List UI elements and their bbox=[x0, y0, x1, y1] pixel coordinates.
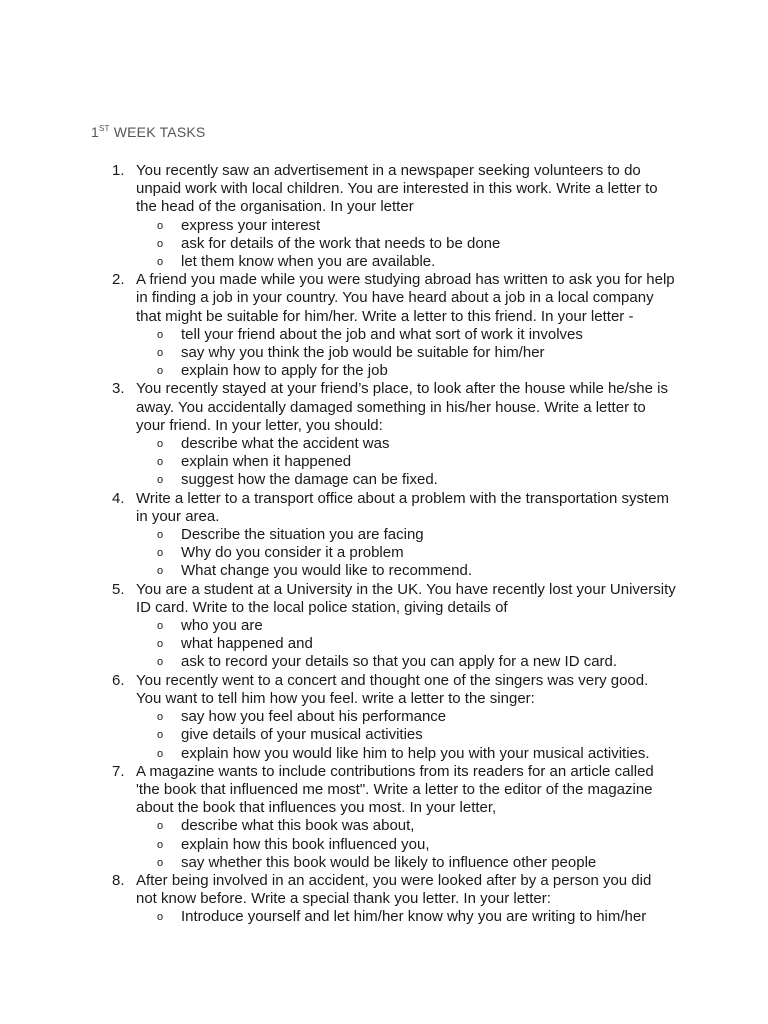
task-bullet-item bbox=[0, 635, 721, 653]
task-number: 6. bbox=[112, 671, 125, 689]
task-item-7 bbox=[0, 763, 676, 872]
bullet-text: give details of your musical activities bbox=[181, 726, 423, 744]
task-bullet-item bbox=[0, 471, 721, 489]
bullet-text: express your interest bbox=[181, 216, 321, 234]
task-bullet-item bbox=[0, 908, 721, 926]
task-bullet-item bbox=[0, 745, 721, 763]
bullet-circle-icon: o bbox=[157, 565, 164, 578]
bullet-text: suggest how the damage can be fixed. bbox=[181, 471, 438, 489]
task-item-4 bbox=[0, 490, 676, 581]
bullet-text: Introduce yourself and let him/her know why you are writing to him/her bbox=[181, 908, 647, 926]
task-text: After being involved in an accident, you were looked after by a person you did not know before. Write a special thank you letter. In your letter: bbox=[136, 871, 652, 908]
bullet-text: explain how this book influenced you, bbox=[181, 835, 430, 853]
task-bullet-item bbox=[0, 235, 721, 253]
task-text: You recently went to a concert and thought one of the singers was very good. You want to tell him how you feel. write a letter to the singer: bbox=[136, 671, 649, 707]
page-heading bbox=[91, 124, 205, 140]
bullet-circle-icon: o bbox=[157, 365, 164, 378]
task-text: Write a letter to a transport office about a problem with the transportation system in your area. bbox=[136, 489, 670, 525]
bullet-circle-icon: o bbox=[157, 328, 164, 341]
bullet-circle-icon: o bbox=[157, 219, 164, 232]
bullet-circle-icon: o bbox=[157, 638, 164, 651]
bullet-text: ask to record your details so that you can apply for a new ID card. bbox=[181, 653, 618, 671]
bullet-text: Why do you consider it a problem bbox=[181, 544, 404, 562]
bullet-text: What change you would like to recommend. bbox=[181, 562, 472, 580]
task-bullet-item bbox=[0, 544, 721, 562]
bullet-text: who you are bbox=[181, 617, 263, 635]
task-text: A friend you made while you were studying abroad has written to ask you for help in finding a job in your country. You have heard about a job in a local company that might be suitable for him/her. Write a letter to this friend. In your letter - bbox=[136, 271, 675, 325]
task-bullet-list bbox=[136, 435, 676, 490]
bullet-circle-icon: o bbox=[157, 547, 164, 560]
task-bullet-item bbox=[0, 344, 721, 362]
bullet-circle-icon: o bbox=[157, 856, 164, 869]
task-item-6 bbox=[0, 672, 676, 763]
task-text: You are a student at a University in the UK. You have recently lost your University ID card. Write to the local police station, giving details of bbox=[136, 580, 676, 616]
task-bullet-item bbox=[0, 526, 721, 544]
task-bullet-list bbox=[136, 908, 676, 926]
bullet-circle-icon: o bbox=[157, 711, 164, 724]
bullet-circle-icon: o bbox=[157, 747, 164, 760]
bullet-circle-icon: o bbox=[157, 656, 164, 669]
task-item-3 bbox=[0, 380, 676, 489]
task-bullet-item bbox=[0, 453, 721, 471]
task-number: 2. bbox=[112, 271, 125, 289]
task-bullet-item bbox=[0, 435, 721, 453]
task-bullet-item bbox=[0, 217, 721, 235]
bullet-text: describe what this book was about, bbox=[181, 817, 415, 835]
task-number: 8. bbox=[112, 871, 125, 889]
task-bullet-item bbox=[0, 253, 721, 271]
task-bullet-list bbox=[136, 617, 676, 672]
task-bullet-list bbox=[136, 708, 676, 763]
task-item-8 bbox=[0, 872, 676, 927]
bullet-circle-icon: o bbox=[157, 237, 164, 250]
bullet-circle-icon: o bbox=[157, 911, 164, 924]
task-item-1 bbox=[0, 162, 676, 271]
bullet-text: ask for details of the work that needs to be done bbox=[181, 234, 501, 252]
task-item-2 bbox=[0, 271, 676, 380]
bullet-text: say why you think the job would be suitable for him/her bbox=[181, 344, 545, 362]
task-bullet-item bbox=[0, 836, 721, 854]
task-bullet-item bbox=[0, 854, 721, 872]
task-bullet-item bbox=[0, 617, 721, 635]
bullet-text: tell your friend about the job and what sort of work it involves bbox=[181, 325, 583, 343]
task-bullet-item bbox=[0, 817, 721, 835]
task-bullet-list bbox=[136, 217, 676, 272]
heading-superscript: ST bbox=[99, 124, 110, 133]
bullet-circle-icon: o bbox=[157, 438, 164, 451]
task-text: You recently stayed at your friend’s place, to look after the house while he/she is away. You accidentally damaged something in his/her house. Write a letter to your friend. In your letter, you should: bbox=[136, 380, 668, 434]
bullet-circle-icon: o bbox=[157, 256, 164, 269]
task-text: You recently saw an advertisement in a newspaper seeking volunteers to do unpaid work with local children. You are interested in this work. Write a letter to the head of the organisation. In your letter bbox=[136, 162, 658, 216]
task-bullet-list bbox=[136, 526, 676, 581]
bullet-circle-icon: o bbox=[157, 474, 164, 487]
bullet-circle-icon: o bbox=[157, 820, 164, 833]
bullet-circle-icon: o bbox=[157, 729, 164, 742]
task-bullet-item bbox=[0, 653, 721, 671]
task-bullet-item bbox=[0, 326, 721, 344]
bullet-text: say how you feel about his performance bbox=[181, 708, 447, 726]
bullet-text: say whether this book would be likely to influence other people bbox=[181, 853, 597, 871]
bullet-text: Describe the situation you are facing bbox=[181, 526, 424, 544]
task-number: 7. bbox=[112, 762, 125, 780]
task-text: A magazine wants to include contributions from its readers for an article called 'the book that influenced me most". Write a letter to the editor of the magazine about the book that influences you most. In your letter, bbox=[136, 762, 654, 817]
bullet-text: what happened and bbox=[181, 635, 313, 653]
bullet-circle-icon: o bbox=[157, 620, 164, 633]
bullet-text: explain when it happened bbox=[181, 453, 352, 471]
task-number: 5. bbox=[112, 580, 125, 598]
bullet-circle-icon: o bbox=[157, 456, 164, 469]
task-number: 4. bbox=[112, 489, 125, 507]
task-bullet-item bbox=[0, 708, 721, 726]
task-bullet-item bbox=[0, 362, 721, 380]
task-bullet-item bbox=[0, 562, 721, 580]
bullet-circle-icon: o bbox=[157, 838, 164, 851]
bullet-text: explain how you would like him to help you with your musical activities. bbox=[181, 744, 650, 762]
task-list bbox=[0, 162, 768, 927]
task-item-5 bbox=[0, 581, 676, 672]
task-number: 3. bbox=[112, 380, 125, 398]
task-number: 1. bbox=[112, 162, 125, 179]
task-bullet-list bbox=[136, 326, 676, 381]
bullet-circle-icon: o bbox=[157, 347, 164, 360]
bullet-text: describe what the accident was bbox=[181, 435, 390, 453]
heading-number: 1 bbox=[91, 124, 99, 140]
task-bullet-list bbox=[136, 817, 676, 872]
heading-text: WEEK TASKS bbox=[113, 124, 206, 140]
bullet-text: explain how to apply for the job bbox=[181, 362, 388, 380]
bullet-text: let them know when you are available. bbox=[181, 253, 436, 271]
task-bullet-item bbox=[0, 726, 721, 744]
bullet-circle-icon: o bbox=[157, 529, 164, 542]
